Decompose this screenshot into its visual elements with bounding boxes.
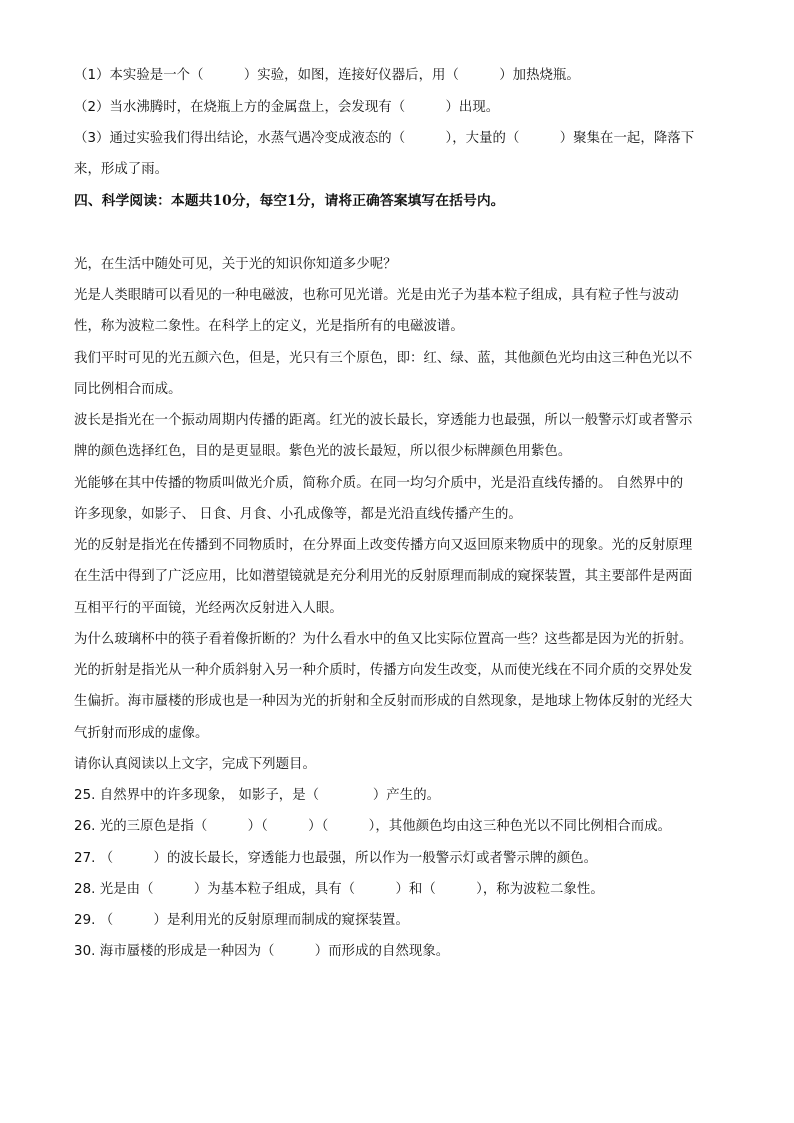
question-line-3-cont: 来，形成了雨。	[74, 162, 169, 177]
question-line-2: （2）当水沸腾时，在烧瓶上方的金属盘上，会发现有（ ）出现。	[74, 100, 500, 115]
reading-line: 波长是指光在一个振动周期内传播的距离。红光的波长最长，穿透能力也最强，所以一般警示灯或者警示	[74, 413, 693, 428]
reading-line: 许多现象，如影子、 日食、月食、小孔成像等，都是光沿直线传播产生的。	[74, 507, 522, 522]
question-25: 25. 自然界中的许多现象， 如影子，是（ ）产生的。	[74, 788, 441, 803]
question-26: 26. 光的三原色是指（ ）（ ）（ ），其他颜色均由这三种色光以不同比例相合而成。	[74, 819, 672, 834]
question-line-3: （3）通过实验我们得出结论，水蒸气遇冷变成液态的（ ），大量的（ ）聚集在一起，降落下	[74, 131, 695, 146]
reading-line: 光是人类眼睛可以看见的一种电磁波，也称可见光谱。光是由光子为基本粒子组成，具有粒子性与波动	[74, 288, 679, 303]
reading-line: 为什么玻璃杯中的筷子看着像折断的？为什么看水中的鱼又比实际位置高一些？这些都是因为光的折射。	[74, 632, 693, 647]
reading-line: 光的反射是指光在传播到不同物质时，在分界面上改变传播方向又返回原来物质中的现象。光的反射原理	[74, 538, 693, 553]
reading-line: 气折射而形成的虚像。	[74, 726, 209, 741]
question-29: 29. （ ）是利用光的反射原理而制成的窥探装置。	[74, 913, 409, 928]
reading-line: 互相平行的平面镜，光经两次反射进入人眼。	[74, 601, 343, 616]
reading-line: 生偏折。海市蜃楼的形成也是一种因为光的折射和全反射而形成的自然现象，是地球上物体反射的光经大	[74, 694, 693, 709]
reading-line: 我们平时可见的光五颜六色，但是，光只有三个原色，即：红、绿、蓝，其他颜色光均由这三种色光以不	[74, 351, 693, 366]
reading-line: 光能够在其中传播的物质叫做光介质，简称介质。在同一均匀介质中，光是沿直线传播的。 自然界中的	[74, 476, 684, 491]
reading-line: 同比例相合而成。	[74, 382, 182, 397]
reading-line: 光的折射是指光从一种介质斜射入另一种介质时，传播方向发生改变，从而使光线在不同介质的交界处发	[74, 663, 693, 678]
reading-line: 在生活中得到了广泛应用，比如潜望镜就是充分利用光的反射原理而制成的窥探装置，其主要部件是两面	[74, 569, 693, 584]
question-27: 27. （ ）的波长最长，穿透能力也最强，所以作为一般警示灯或者警示牌的颜色。	[74, 851, 598, 866]
question-line-1: （1）本实验是一个（ ）实验，如图，连接好仪器后，用（ ）加热烧瓶。	[74, 68, 580, 83]
reading-para-1: 光，在生活中随处可见，关于光的知识你知道多少呢？	[74, 257, 397, 272]
section-heading: 四、科学阅读：本题共10分，每空1分，请将正确答案填写在括号内。	[74, 193, 505, 209]
question-30: 30. 海市蜃楼的形成是一种因为（ ）而形成的自然现象。	[74, 944, 450, 959]
reading-line: 牌的颜色选择红色，目的是更显眼。紫色光的波长最短，所以很少标牌颜色用紫色。	[74, 444, 572, 459]
question-28: 28. 光是由（ ）为基本粒子组成，具有（ ）和（ ），称为波粒二象性。	[74, 882, 604, 897]
reading-line: 性，称为波粒二象性。在科学上的定义，光是指所有的电磁波谱。	[74, 319, 464, 334]
instruction-line: 请你认真阅读以上文字，完成下列题目。	[74, 757, 316, 772]
